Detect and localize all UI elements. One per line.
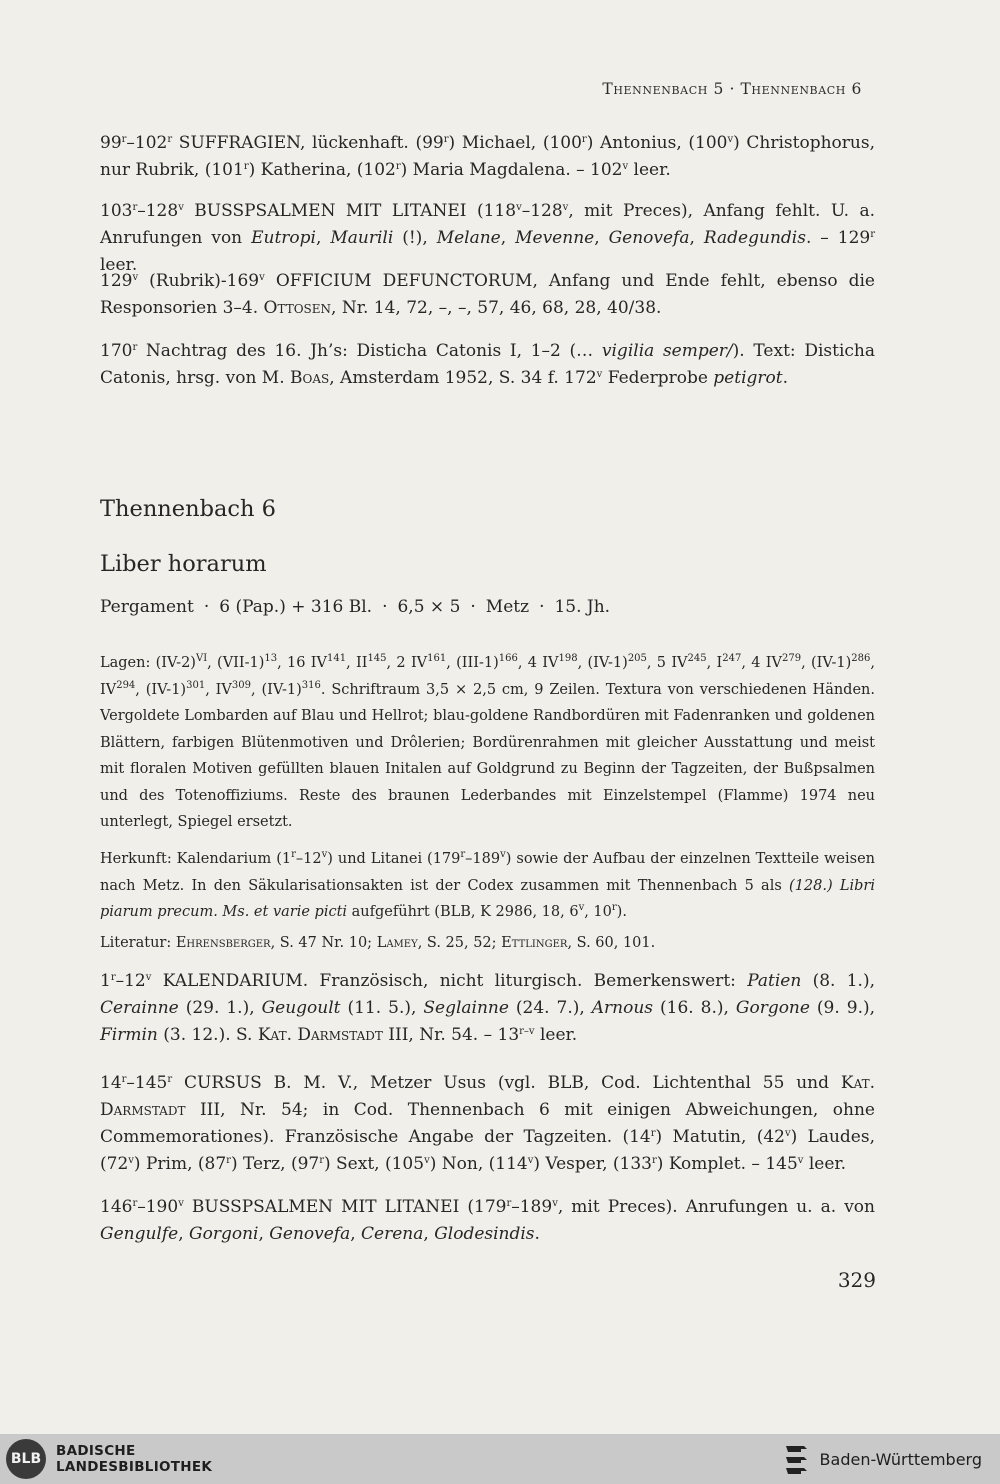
lions-emblem-icon bbox=[782, 1440, 810, 1478]
meta-leaves: 6 (Pap.) + 316 Bl. bbox=[219, 597, 373, 617]
description-herkunft: Herkunft: Kalendarium (1$^r$–12$^v$) und Litanei (179$^r$–189$^v$) sowie der Aufbau der einzelnen Textteile weisen nach Metz. In den Säkularisationsakten ist der Codex zusammen mit Thennenbach 5 als (128.) Libri piarum precum. Ms. et varie picti aufgeführt (BLB, K 2986, 18, 6$^v$, 10$^r$). bbox=[100, 849, 876, 920]
entry-busspsalmen-1: 103$^r$–128$^v$ BUSSPSALMEN MIT LITANEI (118$^v$–128$^v$, mit Preces), Anfang fehlt. U. a. Anrufungen von Eutropi, Maurili (!), Melane, Mevenne, Genovefa, Radegundis. – 129$^r$ leer. bbox=[100, 201, 875, 275]
section-title: Liber horarum bbox=[100, 551, 267, 577]
blb-logo-icon: BLB bbox=[6, 1439, 46, 1479]
meta-size: 6,5 × 5 bbox=[397, 597, 461, 617]
running-head: Thennenbach 5 · Thennenbach 6 bbox=[602, 80, 862, 98]
meta-date: 15. Jh. bbox=[554, 597, 611, 617]
blb-line-1: BADISCHE bbox=[56, 1443, 136, 1459]
entry-officium: 129$^v$ (Rubrik)-169$^v$ OFFICIUM DEFUNCTORUM, Anfang und Ende fehlt, ebenso die Responsorien 3–4. Ottosen, Nr. 14, 72, –, –, 57, 46, 68, 28, 40/38. bbox=[100, 271, 875, 318]
entry-cursus: 14$^r$–145$^r$ CURSUS B. M. V., Metzer Usus (vgl. BLB, Cod. Lichtenthal 55 und Kat. Darmstadt III, Nr. 54; in Cod. Thennenbach 6 mit einigen Abweichungen, ohne Commemorationes). Französische Angabe der Tagzeiten. (14$^r$) Matutin, (42$^v$) Laudes, (72$^v$) Prim, (87$^r$) Terz, (97$^r$) Sext, (105$^v$) Non, (114$^v$) Vesper, (133$^r$) Komplet. – 145$^v$ leer. bbox=[100, 1073, 875, 1174]
entry-nachtrag: 170$^r$ Nachtrag des 16. Jh’s: Disticha Catonis I, 1–2 (… vigilia semper/). Text: Disticha Catonis, hrsg. von M. Boas, Amsterdam 1952, S. 34 f. 172$^v$ Federprobe petigrot. bbox=[100, 341, 875, 388]
meta-place: Metz bbox=[485, 597, 530, 617]
footer-bar bbox=[0, 1434, 1000, 1484]
meta-material: Pergament bbox=[100, 597, 194, 617]
description-lagen: Lagen: $(IV-2)^{VI}$, $(VII-1)^{13}$, 16 IV$^{141}$, II$^{145}$, 2 IV$^{161}$, $(III-1)^{166}$, 4 IV$^{198}$, $(IV-1)^{205}$, 5 IV$^{245}$, $I^{247}$, 4 IV$^{279}$, $(IV-1)^{286}$, IV$^{294}$, $(IV-1)^{301}$, IV$^{309}$, $(IV-1)^{316}$. Schriftraum 3,5 × 2,5 cm, 9 Zeilen. Textura von verschiedenen Händen. Vergoldete Lombarden auf Blau und Hellrot; blau-goldene Randbordüren mit Fadenranken und goldenen Blättern, farbigen Blütenmotiven und Drôlerien; Bordürenrahmen mit gleicher Ausstattung und meist mit floralen Motiven gefüllten blauen Initalen auf Goldgrund zu Beginn der Tagzeiten, der Bußpsalmen und des Totenoffiziums. Reste des braunen Lederbandes mit Einzelstempel (Flamme) 1974 neu unterlegt, Spiegel ersetzt. bbox=[100, 653, 875, 830]
blb-brand[interactable] bbox=[6, 1439, 212, 1479]
manuscript-meta: Pergament · 6 (Pap.) + 316 Bl. · 6,5 × 5 · Metz · 15. Jh. bbox=[100, 597, 611, 617]
entry-suffragien: 99$^r$–102$^r$ SUFFRAGIEN, lückenhaft. (99$^r$) Michael, (100$^r$) Antonius, (100$^v$) Christophorus, nur Rubrik, (101$^r$) Katherina, (102$^r$) Maria Magdalena. – 102$^v$ leer. bbox=[100, 133, 875, 180]
bw-label: Baden-Württemberg bbox=[819, 1449, 982, 1469]
page-number: 329 bbox=[837, 1268, 876, 1292]
entry-busspsalmen-2: 146$^r$–190$^v$ BUSSPSALMEN MIT LITANEI (179$^r$–189$^v$, mit Preces). Anrufungen u. a. von Gengulfe, Gorgoni, Genovefa, Cerena, Glodesindis. bbox=[100, 1197, 875, 1244]
description-literatur: Literatur: Ehrensberger, S. 47 Nr. 10; Lamey, S. 25, 52; Ettlinger, S. 60, 101. bbox=[100, 935, 656, 951]
entry-kalendarium: 1$^r$–12$^v$ KALENDARIUM. Französisch, nicht liturgisch. Bemerkenswert: Patien (8. 1.), Cerainne (29. 1.), Geugoult (11. 5.), Seglainne (24. 7.), Arnous (16. 8.), Gorgone (9. 9.), Firmin (3. 12.). S. Kat. Darmstadt III, Nr. 54. – 13$^{r-v}$ leer. bbox=[100, 971, 876, 1045]
bw-brand[interactable] bbox=[782, 1440, 982, 1478]
blb-line-2: LANDESBIBLIOTHEK bbox=[56, 1459, 213, 1475]
blb-name bbox=[56, 1443, 212, 1475]
section-heading: Thennenbach 6 bbox=[100, 496, 276, 522]
